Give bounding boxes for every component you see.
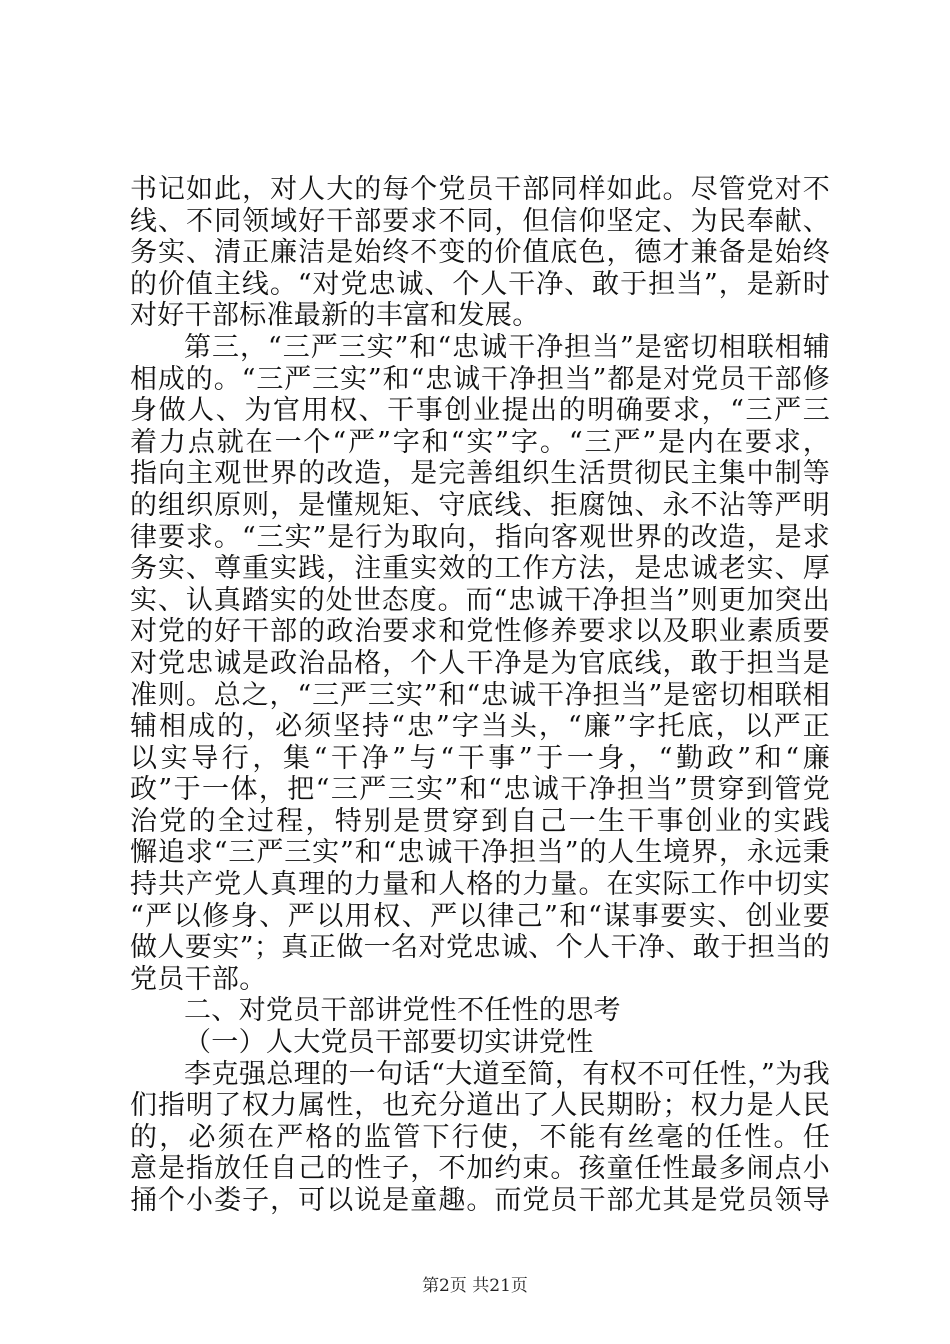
text-line: 意是指放任自己的性子，不加约束。孩童任性最多闹点小 <box>130 1153 830 1185</box>
text-line: 政”于一体，把“三严三实”和“忠诚干净担当”贯穿到管党 <box>130 774 830 806</box>
text-line: 治党的全过程，特别是贯穿到自己一生干事创业的实践 <box>130 805 830 837</box>
text-line: 相成的。“三严三实”和“忠诚干净担当”都是对党员干部修 <box>130 363 830 395</box>
text-line: 持共产党人真理的力量和人格的力量。在实际工作中切实 <box>130 869 830 901</box>
text-line: 的组织原则，是懂规矩、守底线、拒腐蚀、永不沾等严明 <box>130 489 830 521</box>
text-line: 着力点就在一个“严”字和“实”字。“三严”是内在要求， <box>130 426 830 458</box>
text-line: 务实、清正廉洁是始终不变的价值底色，德才兼备是始终 <box>130 237 830 269</box>
text-line: 以实导行，集“干净”与“干事”于一身，“勤政”和“廉 <box>130 742 830 774</box>
page-number-footer: 第2页 共21页 <box>422 1276 528 1296</box>
text-line: 实、认真踏实的处世态度。而“忠诚干净担当”则更加突出 <box>130 584 830 616</box>
text-line: 对党的好干部的政治要求和党性修养要求以及职业素质要 <box>130 616 830 648</box>
text-line: “严以修身、严以用权、严以律己”和“谋事要实、创业要 <box>130 900 830 932</box>
document-body <box>130 174 830 1217</box>
subsection-heading: （一）人大党员干部要切实讲党性 <box>184 1027 594 1059</box>
section-heading: 二、对党员干部讲党性不任性的思考 <box>184 995 621 1027</box>
text-line: 的，必须在严格的监管下行使，不能有丝毫的任性。任 <box>130 1121 830 1153</box>
text-line: 线、不同领域好干部要求不同，但信仰坚定、为民奉献、 <box>130 205 830 237</box>
text-line: 对好干部标准最新的丰富和发展。 <box>130 300 540 332</box>
text-line: 务实、尊重实践，注重实效的工作方法，是忠诚老实、厚 <box>130 553 830 585</box>
text-line: 们指明了权力属性，也充分道出了人民期盼；权力是人民 <box>130 1090 830 1122</box>
text-line: 的价值主线。“对党忠诚、个人干净、敢于担当”，是新时 <box>130 268 830 300</box>
text-line: 指向主观世界的改造，是完善组织生活贯彻民主集中制等 <box>130 458 830 490</box>
text-line: 捅个小娄子，可以说是童趣。而党员干部尤其是党员领导 <box>130 1185 830 1216</box>
text-line: 第三，“三严三实”和“忠诚干净担当”是密切相联相辅 <box>184 331 830 363</box>
text-line: 李克强总理的一句话“大道至简，有权不可任性，”为我 <box>184 1058 830 1090</box>
text-line: 对党忠诚是政治品格，个人干净是为官底线，敢于担当是 <box>130 647 830 679</box>
text-line: 懈追求“三严三实”和“忠诚干净担当”的人生境界，永远秉 <box>130 837 830 869</box>
text-line: 律要求。“三实”是行为取向，指向客观世界的改造，是求 <box>130 521 830 553</box>
text-line: 做人要实”；真正做一名对党忠诚、个人干净、敢于担当的 <box>130 932 830 964</box>
text-line: 书记如此，对人大的每个党员干部同样如此。尽管党对不 <box>130 174 830 205</box>
text-line: 党员干部。 <box>130 963 267 995</box>
text-line: 辅相成的，必须坚持“忠”字当头，“廉”字托底，以严正 <box>130 711 830 743</box>
text-line: 身做人、为官用权、干事创业提出的明确要求，“三严三 <box>130 395 830 427</box>
text-line: 准则。总之，“三严三实”和“忠诚干净担当”是密切相联相 <box>130 679 830 711</box>
